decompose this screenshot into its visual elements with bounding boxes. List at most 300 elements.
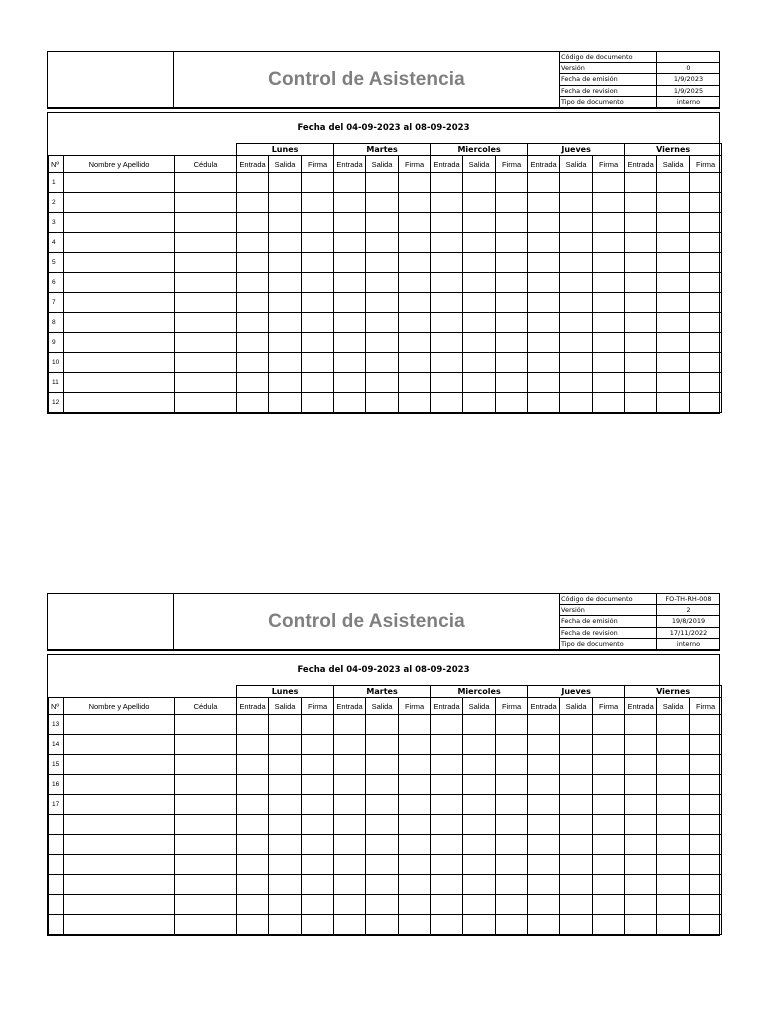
attendance-cell[interactable]	[431, 715, 463, 735]
id-cell[interactable]	[175, 835, 237, 855]
attendance-cell[interactable]	[431, 273, 463, 293]
attendance-cell[interactable]	[302, 775, 334, 795]
attendance-cell[interactable]	[366, 293, 399, 313]
name-cell[interactable]	[64, 373, 175, 393]
attendance-cell[interactable]	[269, 755, 302, 775]
attendance-cell[interactable]	[657, 393, 690, 413]
attendance-cell[interactable]	[625, 855, 657, 875]
meta-value[interactable]: 17/11/2022	[669, 628, 708, 637]
meta-value[interactable]: interno	[676, 639, 701, 648]
attendance-cell[interactable]	[560, 233, 593, 253]
attendance-cell[interactable]	[334, 735, 366, 755]
attendance-cell[interactable]	[237, 775, 269, 795]
attendance-cell[interactable]	[302, 895, 334, 915]
attendance-cell[interactable]	[593, 755, 625, 775]
attendance-cell[interactable]	[366, 313, 399, 333]
attendance-cell[interactable]	[625, 755, 657, 775]
attendance-cell[interactable]	[302, 173, 334, 193]
attendance-cell[interactable]	[528, 173, 560, 193]
attendance-cell[interactable]	[496, 755, 528, 775]
attendance-cell[interactable]	[302, 393, 334, 413]
attendance-cell[interactable]	[496, 213, 528, 233]
attendance-cell[interactable]	[657, 835, 690, 855]
attendance-cell[interactable]	[237, 735, 269, 755]
attendance-cell[interactable]	[463, 213, 496, 233]
attendance-cell[interactable]	[302, 213, 334, 233]
name-cell[interactable]	[64, 895, 175, 915]
attendance-cell[interactable]	[593, 213, 625, 233]
attendance-cell[interactable]	[463, 855, 496, 875]
attendance-cell[interactable]	[560, 795, 593, 815]
attendance-cell[interactable]	[463, 775, 496, 795]
attendance-cell[interactable]	[560, 213, 593, 233]
attendance-cell[interactable]	[496, 735, 528, 755]
attendance-cell[interactable]	[269, 213, 302, 233]
attendance-cell[interactable]	[302, 835, 334, 855]
attendance-cell[interactable]	[496, 253, 528, 273]
attendance-cell[interactable]	[431, 835, 463, 855]
attendance-cell[interactable]	[690, 393, 722, 413]
attendance-cell[interactable]	[690, 835, 722, 855]
id-cell[interactable]	[175, 333, 237, 353]
attendance-cell[interactable]	[302, 313, 334, 333]
attendance-cell[interactable]	[560, 915, 593, 935]
attendance-cell[interactable]	[690, 735, 722, 755]
name-cell[interactable]	[64, 313, 175, 333]
attendance-cell[interactable]	[593, 333, 625, 353]
attendance-cell[interactable]	[334, 313, 366, 333]
attendance-cell[interactable]	[334, 253, 366, 273]
attendance-cell[interactable]	[463, 373, 496, 393]
meta-value[interactable]: FO-TH-RH-008	[665, 595, 712, 603]
attendance-cell[interactable]	[334, 373, 366, 393]
attendance-cell[interactable]	[399, 233, 431, 253]
attendance-cell[interactable]	[463, 755, 496, 775]
attendance-cell[interactable]	[593, 735, 625, 755]
id-cell[interactable]	[175, 755, 237, 775]
attendance-cell[interactable]	[431, 333, 463, 353]
id-cell[interactable]	[175, 193, 237, 213]
attendance-cell[interactable]	[366, 173, 399, 193]
attendance-cell[interactable]	[560, 815, 593, 835]
attendance-cell[interactable]	[560, 193, 593, 213]
attendance-cell[interactable]	[237, 715, 269, 735]
attendance-cell[interactable]	[528, 815, 560, 835]
attendance-cell[interactable]	[269, 875, 302, 895]
attendance-cell[interactable]	[431, 193, 463, 213]
attendance-cell[interactable]	[560, 253, 593, 273]
attendance-cell[interactable]	[690, 775, 722, 795]
attendance-cell[interactable]	[463, 875, 496, 895]
attendance-cell[interactable]	[593, 373, 625, 393]
attendance-cell[interactable]	[399, 333, 431, 353]
attendance-cell[interactable]	[496, 895, 528, 915]
attendance-cell[interactable]	[269, 735, 302, 755]
attendance-cell[interactable]	[237, 393, 269, 413]
attendance-cell[interactable]	[237, 193, 269, 213]
attendance-cell[interactable]	[463, 353, 496, 373]
attendance-cell[interactable]	[302, 233, 334, 253]
attendance-cell[interactable]	[237, 253, 269, 273]
attendance-cell[interactable]	[431, 213, 463, 233]
id-cell[interactable]	[175, 895, 237, 915]
attendance-cell[interactable]	[334, 835, 366, 855]
attendance-cell[interactable]	[657, 815, 690, 835]
attendance-cell[interactable]	[496, 815, 528, 835]
attendance-cell[interactable]	[431, 313, 463, 333]
attendance-cell[interactable]	[269, 173, 302, 193]
meta-value[interactable]: 0	[686, 64, 691, 73]
attendance-cell[interactable]	[302, 815, 334, 835]
attendance-cell[interactable]	[560, 293, 593, 313]
attendance-cell[interactable]	[593, 715, 625, 735]
id-cell[interactable]	[175, 353, 237, 373]
attendance-cell[interactable]	[399, 313, 431, 333]
attendance-cell[interactable]	[657, 735, 690, 755]
meta-value[interactable]: 1/9/2025	[673, 86, 704, 95]
attendance-cell[interactable]	[528, 253, 560, 273]
attendance-cell[interactable]	[399, 253, 431, 273]
attendance-cell[interactable]	[496, 313, 528, 333]
attendance-cell[interactable]	[237, 835, 269, 855]
attendance-cell[interactable]	[463, 273, 496, 293]
attendance-cell[interactable]	[269, 193, 302, 213]
attendance-cell[interactable]	[269, 915, 302, 935]
attendance-cell[interactable]	[593, 253, 625, 273]
attendance-cell[interactable]	[657, 775, 690, 795]
attendance-cell[interactable]	[366, 735, 399, 755]
attendance-cell[interactable]	[463, 193, 496, 213]
id-cell[interactable]	[175, 795, 237, 815]
attendance-cell[interactable]	[593, 313, 625, 333]
attendance-cell[interactable]	[593, 273, 625, 293]
attendance-cell[interactable]	[399, 213, 431, 233]
attendance-cell[interactable]	[431, 253, 463, 273]
attendance-cell[interactable]	[496, 393, 528, 413]
attendance-cell[interactable]	[463, 735, 496, 755]
attendance-cell[interactable]	[657, 193, 690, 213]
attendance-cell[interactable]	[399, 795, 431, 815]
attendance-cell[interactable]	[528, 393, 560, 413]
attendance-cell[interactable]	[528, 715, 560, 735]
attendance-cell[interactable]	[269, 333, 302, 353]
attendance-cell[interactable]	[399, 735, 431, 755]
attendance-cell[interactable]	[431, 735, 463, 755]
attendance-cell[interactable]	[528, 755, 560, 775]
attendance-cell[interactable]	[399, 855, 431, 875]
attendance-cell[interactable]	[334, 213, 366, 233]
attendance-cell[interactable]	[463, 233, 496, 253]
attendance-cell[interactable]	[334, 715, 366, 735]
id-cell[interactable]	[175, 373, 237, 393]
attendance-cell[interactable]	[528, 875, 560, 895]
attendance-cell[interactable]	[431, 393, 463, 413]
attendance-cell[interactable]	[560, 273, 593, 293]
attendance-cell[interactable]	[657, 213, 690, 233]
attendance-cell[interactable]	[237, 895, 269, 915]
name-cell[interactable]	[64, 233, 175, 253]
attendance-cell[interactable]	[496, 353, 528, 373]
attendance-cell[interactable]	[366, 233, 399, 253]
attendance-cell[interactable]	[625, 333, 657, 353]
attendance-cell[interactable]	[269, 273, 302, 293]
attendance-cell[interactable]	[237, 755, 269, 775]
name-cell[interactable]	[64, 815, 175, 835]
attendance-cell[interactable]	[302, 353, 334, 373]
id-cell[interactable]	[175, 875, 237, 895]
attendance-cell[interactable]	[431, 775, 463, 795]
attendance-cell[interactable]	[463, 895, 496, 915]
attendance-cell[interactable]	[366, 795, 399, 815]
attendance-cell[interactable]	[366, 353, 399, 373]
attendance-cell[interactable]	[399, 293, 431, 313]
attendance-cell[interactable]	[528, 915, 560, 935]
attendance-cell[interactable]	[431, 233, 463, 253]
attendance-cell[interactable]	[366, 333, 399, 353]
attendance-cell[interactable]	[463, 333, 496, 353]
attendance-cell[interactable]	[690, 895, 722, 915]
name-cell[interactable]	[64, 795, 175, 815]
attendance-cell[interactable]	[625, 835, 657, 855]
attendance-cell[interactable]	[690, 373, 722, 393]
attendance-cell[interactable]	[593, 353, 625, 373]
attendance-cell[interactable]	[269, 815, 302, 835]
attendance-cell[interactable]	[431, 755, 463, 775]
attendance-cell[interactable]	[269, 293, 302, 313]
attendance-cell[interactable]	[657, 373, 690, 393]
attendance-cell[interactable]	[334, 795, 366, 815]
attendance-cell[interactable]	[528, 233, 560, 253]
attendance-cell[interactable]	[334, 855, 366, 875]
attendance-cell[interactable]	[593, 895, 625, 915]
attendance-cell[interactable]	[625, 895, 657, 915]
attendance-cell[interactable]	[431, 373, 463, 393]
attendance-cell[interactable]	[237, 875, 269, 895]
attendance-cell[interactable]	[528, 273, 560, 293]
attendance-cell[interactable]	[366, 755, 399, 775]
attendance-cell[interactable]	[625, 875, 657, 895]
id-cell[interactable]	[175, 715, 237, 735]
attendance-cell[interactable]	[528, 333, 560, 353]
attendance-cell[interactable]	[593, 393, 625, 413]
attendance-cell[interactable]	[237, 333, 269, 353]
attendance-cell[interactable]	[334, 755, 366, 775]
meta-value[interactable]: 1/9/2023	[673, 75, 704, 84]
attendance-cell[interactable]	[237, 173, 269, 193]
attendance-cell[interactable]	[625, 775, 657, 795]
attendance-cell[interactable]	[366, 835, 399, 855]
attendance-cell[interactable]	[528, 313, 560, 333]
attendance-cell[interactable]	[366, 193, 399, 213]
attendance-cell[interactable]	[560, 735, 593, 755]
attendance-cell[interactable]	[625, 213, 657, 233]
attendance-cell[interactable]	[625, 715, 657, 735]
attendance-cell[interactable]	[334, 193, 366, 213]
attendance-cell[interactable]	[593, 815, 625, 835]
name-cell[interactable]	[64, 915, 175, 935]
attendance-cell[interactable]	[690, 353, 722, 373]
attendance-cell[interactable]	[302, 373, 334, 393]
attendance-cell[interactable]	[366, 273, 399, 293]
id-cell[interactable]	[175, 815, 237, 835]
attendance-cell[interactable]	[334, 393, 366, 413]
attendance-cell[interactable]	[593, 193, 625, 213]
attendance-cell[interactable]	[657, 253, 690, 273]
attendance-cell[interactable]	[463, 173, 496, 193]
attendance-cell[interactable]	[690, 815, 722, 835]
attendance-cell[interactable]	[690, 915, 722, 935]
attendance-cell[interactable]	[431, 173, 463, 193]
attendance-cell[interactable]	[237, 815, 269, 835]
attendance-cell[interactable]	[399, 715, 431, 735]
attendance-cell[interactable]	[657, 173, 690, 193]
attendance-cell[interactable]	[496, 775, 528, 795]
attendance-cell[interactable]	[431, 895, 463, 915]
attendance-cell[interactable]	[528, 735, 560, 755]
attendance-cell[interactable]	[366, 875, 399, 895]
attendance-cell[interactable]	[399, 193, 431, 213]
attendance-cell[interactable]	[302, 795, 334, 815]
attendance-cell[interactable]	[625, 193, 657, 213]
attendance-cell[interactable]	[690, 875, 722, 895]
attendance-cell[interactable]	[463, 253, 496, 273]
attendance-cell[interactable]	[431, 875, 463, 895]
attendance-cell[interactable]	[625, 393, 657, 413]
attendance-cell[interactable]	[560, 393, 593, 413]
attendance-cell[interactable]	[463, 915, 496, 935]
attendance-cell[interactable]	[463, 393, 496, 413]
attendance-cell[interactable]	[399, 915, 431, 935]
attendance-cell[interactable]	[302, 915, 334, 935]
attendance-cell[interactable]	[302, 875, 334, 895]
attendance-cell[interactable]	[366, 815, 399, 835]
attendance-cell[interactable]	[657, 915, 690, 935]
attendance-cell[interactable]	[302, 333, 334, 353]
attendance-cell[interactable]	[237, 373, 269, 393]
attendance-cell[interactable]	[237, 273, 269, 293]
attendance-cell[interactable]	[657, 293, 690, 313]
attendance-cell[interactable]	[399, 393, 431, 413]
name-cell[interactable]	[64, 213, 175, 233]
attendance-cell[interactable]	[560, 755, 593, 775]
attendance-cell[interactable]	[269, 775, 302, 795]
attendance-cell[interactable]	[302, 735, 334, 755]
attendance-cell[interactable]	[657, 875, 690, 895]
id-cell[interactable]	[175, 915, 237, 935]
name-cell[interactable]	[64, 353, 175, 373]
attendance-cell[interactable]	[431, 353, 463, 373]
attendance-cell[interactable]	[528, 775, 560, 795]
attendance-cell[interactable]	[302, 293, 334, 313]
attendance-cell[interactable]	[496, 855, 528, 875]
attendance-cell[interactable]	[399, 815, 431, 835]
attendance-cell[interactable]	[593, 775, 625, 795]
name-cell[interactable]	[64, 835, 175, 855]
attendance-cell[interactable]	[366, 373, 399, 393]
attendance-cell[interactable]	[657, 233, 690, 253]
attendance-cell[interactable]	[366, 915, 399, 935]
attendance-cell[interactable]	[269, 353, 302, 373]
attendance-cell[interactable]	[463, 795, 496, 815]
attendance-cell[interactable]	[657, 333, 690, 353]
attendance-cell[interactable]	[657, 855, 690, 875]
attendance-cell[interactable]	[463, 815, 496, 835]
id-cell[interactable]	[175, 173, 237, 193]
name-cell[interactable]	[64, 755, 175, 775]
attendance-cell[interactable]	[237, 915, 269, 935]
attendance-cell[interactable]	[593, 915, 625, 935]
attendance-cell[interactable]	[302, 715, 334, 735]
attendance-cell[interactable]	[690, 855, 722, 875]
attendance-cell[interactable]	[560, 353, 593, 373]
name-cell[interactable]	[64, 253, 175, 273]
attendance-cell[interactable]	[399, 835, 431, 855]
name-cell[interactable]	[64, 393, 175, 413]
attendance-cell[interactable]	[237, 353, 269, 373]
name-cell[interactable]	[64, 875, 175, 895]
attendance-cell[interactable]	[334, 353, 366, 373]
meta-value[interactable]: interno	[676, 97, 701, 106]
attendance-cell[interactable]	[657, 313, 690, 333]
id-cell[interactable]	[175, 775, 237, 795]
attendance-cell[interactable]	[593, 875, 625, 895]
attendance-cell[interactable]	[334, 233, 366, 253]
attendance-cell[interactable]	[366, 775, 399, 795]
attendance-cell[interactable]	[496, 193, 528, 213]
id-cell[interactable]	[175, 293, 237, 313]
id-cell[interactable]	[175, 233, 237, 253]
attendance-cell[interactable]	[625, 293, 657, 313]
attendance-cell[interactable]	[528, 795, 560, 815]
attendance-cell[interactable]	[690, 193, 722, 213]
attendance-cell[interactable]	[237, 233, 269, 253]
attendance-cell[interactable]	[560, 875, 593, 895]
attendance-cell[interactable]	[463, 715, 496, 735]
attendance-cell[interactable]	[560, 895, 593, 915]
attendance-cell[interactable]	[269, 233, 302, 253]
attendance-cell[interactable]	[496, 875, 528, 895]
attendance-cell[interactable]	[334, 333, 366, 353]
attendance-cell[interactable]	[302, 273, 334, 293]
attendance-cell[interactable]	[399, 895, 431, 915]
meta-value[interactable]	[657, 52, 720, 62]
attendance-cell[interactable]	[399, 875, 431, 895]
attendance-cell[interactable]	[496, 293, 528, 313]
attendance-cell[interactable]	[496, 795, 528, 815]
attendance-cell[interactable]	[302, 755, 334, 775]
attendance-cell[interactable]	[560, 173, 593, 193]
attendance-cell[interactable]	[528, 293, 560, 313]
attendance-cell[interactable]	[366, 253, 399, 273]
attendance-cell[interactable]	[690, 233, 722, 253]
name-cell[interactable]	[64, 173, 175, 193]
attendance-cell[interactable]	[560, 855, 593, 875]
attendance-cell[interactable]	[496, 915, 528, 935]
attendance-cell[interactable]	[625, 313, 657, 333]
attendance-cell[interactable]	[690, 173, 722, 193]
attendance-cell[interactable]	[399, 353, 431, 373]
attendance-cell[interactable]	[625, 795, 657, 815]
attendance-cell[interactable]	[560, 373, 593, 393]
attendance-cell[interactable]	[237, 293, 269, 313]
name-cell[interactable]	[64, 715, 175, 735]
attendance-cell[interactable]	[496, 835, 528, 855]
attendance-cell[interactable]	[560, 313, 593, 333]
attendance-cell[interactable]	[690, 213, 722, 233]
attendance-cell[interactable]	[560, 775, 593, 795]
attendance-cell[interactable]	[657, 795, 690, 815]
attendance-cell[interactable]	[625, 915, 657, 935]
